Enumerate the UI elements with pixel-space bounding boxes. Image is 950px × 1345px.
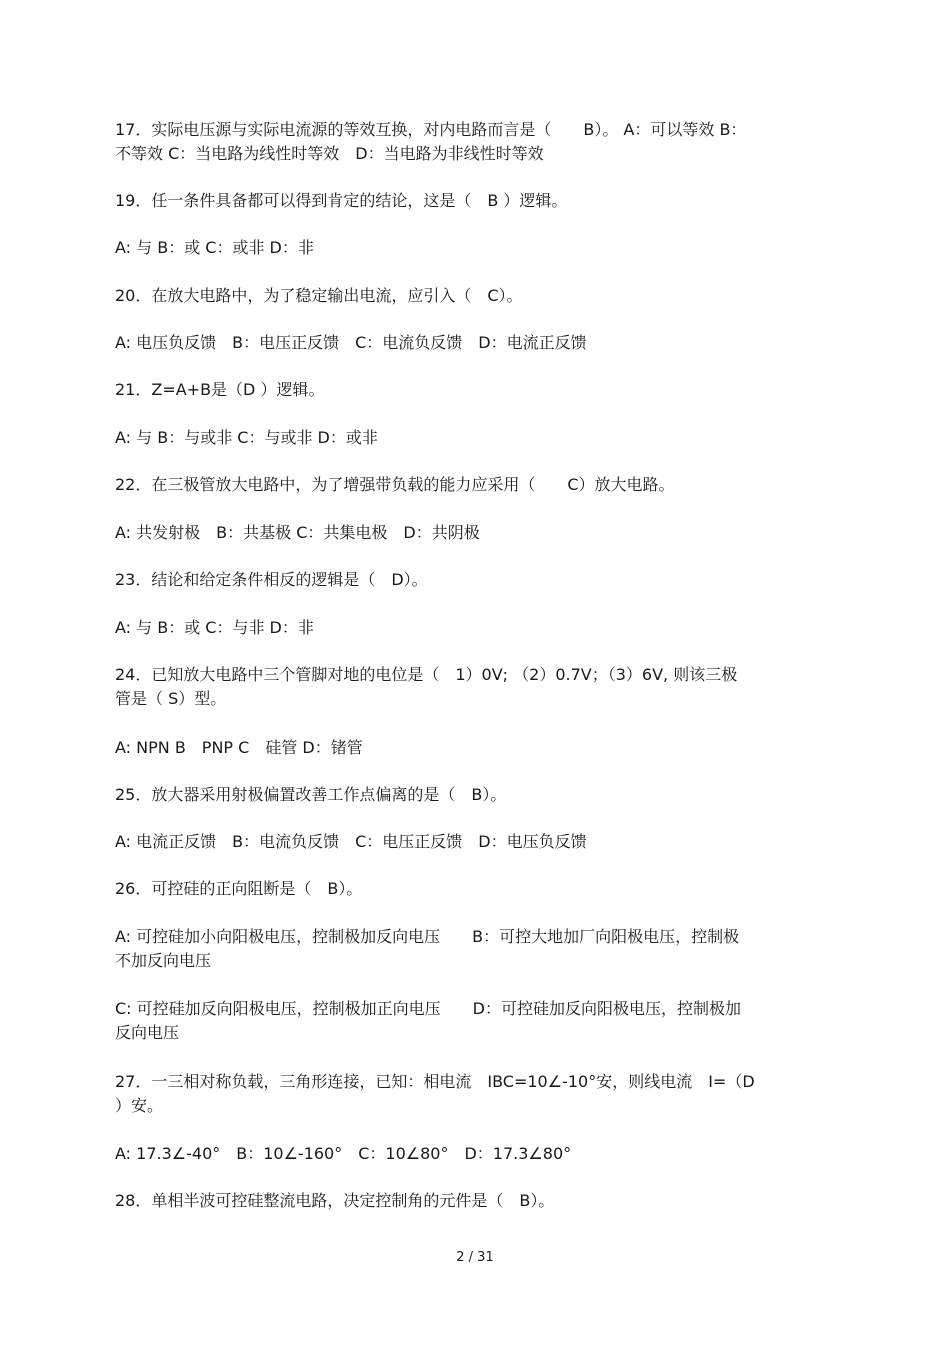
text-line: 22．在三极管放大电路中，为了增强带负载的能力应采用（ C）放大电路。: [115, 475, 675, 494]
page-number: 2 / 31: [456, 1250, 494, 1265]
text-line: 19．任一条件具备都可以得到肯定的结论，这是（ B ）逻辑。: [115, 191, 568, 210]
text-line: 24．已知放大电路中三个管脚对地的电位是（ 1）0V; （2）0.7V；（3）6V, 则该三极: [115, 665, 738, 684]
text-line: A: NPN B PNP C 硅管 D：锗管: [115, 738, 363, 757]
text-line: 20．在放大电路中，为了稳定输出电流，应引入（ C）。: [115, 286, 523, 305]
text-line: 23．结论和给定条件相反的逻辑是（ D）。: [115, 570, 428, 589]
text-line: A: 共发射极 B：共基极 C：共集电极 D：共阴极: [115, 523, 480, 542]
text-line: 27．一三相对称负载，三角形连接，已知：相电流 IBC=10∠-10°安，则线电流 I=（D: [115, 1072, 755, 1091]
text-line: 25．放大器采用射极偏置改善工作点偏离的是（ B）。: [115, 785, 507, 804]
text-line: 不等效 C：当电路为线性时等效 D：当电路为非线性时等效: [115, 144, 544, 163]
text-line: 管是（ S）型。: [115, 689, 227, 708]
text-line: ）安。: [115, 1096, 164, 1115]
text-line: A: 与 B：或 C：与非 D：非: [115, 618, 314, 637]
text-line: A: 与 B：或 C：或非 D：非: [115, 238, 314, 257]
text-line: A: 可控硅加小向阳极电压，控制极加反向电压 B：可控大地加厂向阳极电压，控制极: [115, 927, 740, 946]
text-line: A: 17.3∠-40° B：10∠-160° C：10∠80° D：17.3∠80°: [115, 1144, 572, 1163]
text-line: A: 与 B：与或非 C：与或非 D：或非: [115, 428, 378, 447]
text-line: 不加反向电压: [115, 951, 212, 970]
text-line: 17．实际电压源与实际电流源的等效互换，对内电路而言是（ B）。 A：可以等效 B：: [115, 120, 747, 139]
text-line: 28．单相半波可控硅整流电路，决定控制角的元件是（ B）。: [115, 1191, 555, 1210]
text-line: 21．Z=A+B是（D ）逻辑。: [115, 380, 325, 399]
text-line: C: 可控硅加反向阳极电压，控制极加正向电压 D：可控硅加反向阳极电压，控制极加: [115, 999, 741, 1018]
text-line: A: 电流正反馈 B：电流负反馈 C：电压正反馈 D：电压负反馈: [115, 832, 587, 851]
text-line: 26．可控硅的正向阻断是（ B）。: [115, 879, 363, 898]
text-line: A: 电压负反馈 B：电压正反馈 C：电流负反馈 D：电流正反馈: [115, 333, 587, 352]
text-line: 反向电压: [115, 1023, 180, 1042]
